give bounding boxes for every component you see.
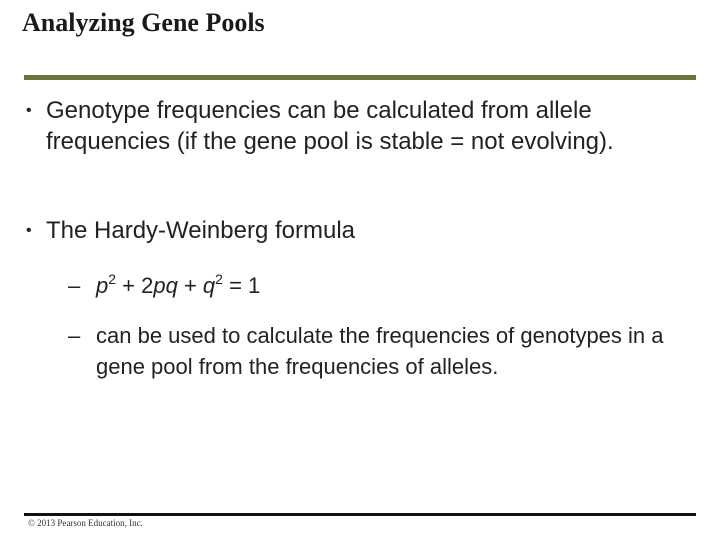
dash-marker: –	[68, 323, 81, 348]
formula-plus: +	[177, 273, 203, 298]
formula-p: p	[96, 273, 109, 298]
formula-q-exponent: 2	[215, 271, 223, 287]
hardy-weinberg-formula	[68, 270, 688, 301]
formula-p-exponent: 2	[108, 271, 117, 287]
bullet-text: Genotype frequencies can be calculated from allele frequencies (if the gene pool is stable = not evolving).	[46, 97, 614, 155]
bullet-genotype-frequencies	[26, 95, 706, 157]
formula-plus-two: + 2	[116, 273, 154, 298]
formula-pq: pq	[153, 273, 178, 298]
formula-equals-one: = 1	[222, 273, 261, 298]
copyright-notice: © 2013 Pearson Education, Inc.	[28, 518, 143, 528]
bullet-hardy-weinberg	[26, 215, 706, 246]
subitem-formula	[68, 270, 688, 301]
footer-divider	[24, 513, 696, 516]
dash-marker: –	[68, 273, 81, 298]
formula-q: q	[202, 273, 216, 298]
subitem-usage	[68, 320, 688, 382]
slide-title: Analyzing Gene Pools	[22, 8, 265, 37]
subitem-text: can be used to calculate the frequencies of genotypes in a gene pool from the frequencies of alleles.	[96, 323, 664, 379]
title-divider	[24, 75, 696, 80]
bullet-marker: •	[26, 102, 32, 119]
bullet-marker: •	[26, 222, 32, 239]
bullet-text: The Hardy-Weinberg formula	[46, 217, 356, 244]
